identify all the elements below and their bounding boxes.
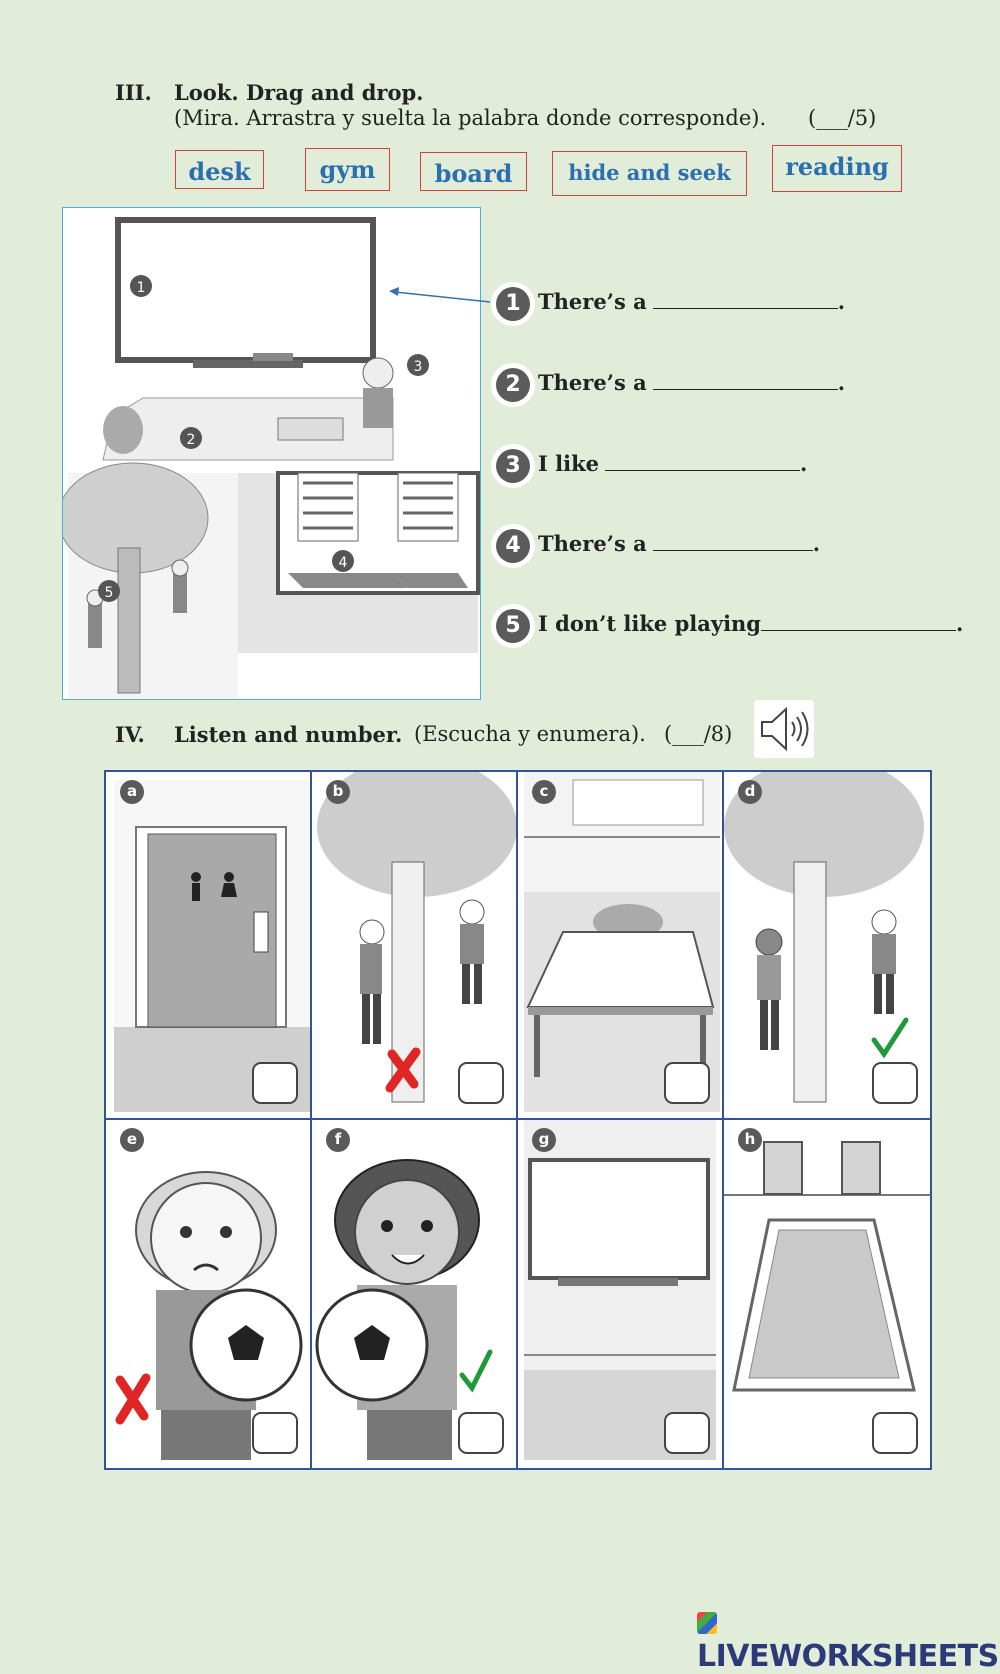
section-4-number: IV. bbox=[115, 722, 145, 747]
sentence-5-period: . bbox=[956, 611, 964, 636]
sentence-5-number: 5 bbox=[496, 609, 530, 643]
answer-box-b[interactable] bbox=[458, 1062, 504, 1104]
sentence-1-number: 1 bbox=[496, 287, 530, 321]
picture-d bbox=[724, 772, 930, 1120]
sentence-5-text: I don’t like playing bbox=[538, 611, 761, 636]
answer-box-f[interactable] bbox=[458, 1412, 504, 1454]
logo-mark-icon bbox=[697, 1612, 717, 1634]
picture-d-letter: d bbox=[738, 780, 762, 804]
sentence-2-number: 2 bbox=[496, 368, 530, 402]
picture-c-letter: c bbox=[532, 780, 556, 804]
section-4-title: Listen and number. bbox=[174, 722, 403, 747]
drop-target-2[interactable] bbox=[653, 367, 838, 390]
sentence-3-period: . bbox=[800, 451, 808, 476]
school-scene-drawing bbox=[63, 208, 481, 700]
sentence-2-text: There’s a bbox=[538, 370, 647, 395]
word-tile-gym[interactable]: gym bbox=[305, 148, 390, 191]
section-4-score: (___/8) bbox=[664, 722, 733, 746]
speaker-icon[interactable] bbox=[754, 700, 814, 758]
sentence-4-period: . bbox=[812, 531, 821, 556]
picture-a-letter: a bbox=[120, 780, 144, 804]
drop-target-3[interactable] bbox=[605, 448, 800, 471]
picture-g-letter: g bbox=[532, 1128, 556, 1152]
sentence-1-period: . bbox=[837, 289, 846, 314]
picture-g bbox=[518, 1120, 724, 1468]
answer-box-e[interactable] bbox=[252, 1412, 298, 1454]
sentence-1 bbox=[496, 286, 845, 321]
word-tile-hide-and-seek[interactable]: hide and seek bbox=[552, 151, 747, 196]
sentence-3 bbox=[496, 448, 807, 483]
drop-target-4[interactable] bbox=[653, 528, 813, 551]
sentence-1-text: There’s a bbox=[538, 289, 647, 314]
section-3-number: III. bbox=[115, 80, 152, 105]
sentence-4 bbox=[496, 528, 820, 563]
picture-c bbox=[518, 772, 724, 1120]
answer-box-h[interactable] bbox=[872, 1412, 918, 1454]
drop-target-5[interactable] bbox=[761, 608, 956, 631]
section-3-subtitle: (Mira. Arrastra y suelta la palabra donde corresponde). bbox=[174, 106, 767, 130]
sentence-3-text: I like bbox=[538, 451, 600, 476]
svg-text:2: 2 bbox=[186, 432, 196, 448]
sentence-2 bbox=[496, 367, 845, 402]
section-4-subtitle: (Escucha y enumera). bbox=[414, 722, 646, 746]
listening-picture-grid bbox=[104, 770, 932, 1470]
svg-text:3: 3 bbox=[413, 359, 423, 375]
sentence-5 bbox=[496, 608, 963, 643]
sentence-2-period: . bbox=[837, 370, 846, 395]
sentence-4-text: There’s a bbox=[538, 531, 647, 556]
svg-text:5: 5 bbox=[104, 585, 114, 601]
answer-box-c[interactable] bbox=[664, 1062, 710, 1104]
picture-f bbox=[312, 1120, 518, 1468]
word-tile-board[interactable]: board bbox=[420, 152, 527, 191]
picture-h bbox=[724, 1120, 930, 1468]
logo-text: LIVEWORKSHEETS bbox=[697, 1639, 999, 1674]
picture-h-letter: h bbox=[738, 1128, 762, 1152]
liveworksheets-logo bbox=[697, 1604, 1000, 1674]
sentence-3-number: 3 bbox=[496, 449, 530, 483]
answer-box-d[interactable] bbox=[872, 1062, 918, 1104]
word-tile-reading[interactable]: reading bbox=[772, 145, 902, 192]
drop-target-1[interactable] bbox=[653, 286, 838, 309]
picture-f-letter: f bbox=[326, 1128, 350, 1152]
picture-e bbox=[106, 1120, 312, 1468]
section-3-title: Look. Drag and drop. bbox=[174, 80, 424, 105]
school-scene-illustration bbox=[62, 207, 481, 700]
answer-box-a[interactable] bbox=[252, 1062, 298, 1104]
picture-b bbox=[312, 772, 518, 1120]
pointer-arrow bbox=[385, 284, 495, 308]
picture-a bbox=[106, 772, 312, 1120]
picture-e-letter: e bbox=[120, 1128, 144, 1152]
picture-b-letter: b bbox=[326, 780, 350, 804]
sentence-4-number: 4 bbox=[496, 529, 530, 563]
word-tile-desk[interactable]: desk bbox=[175, 150, 264, 189]
answer-box-g[interactable] bbox=[664, 1412, 710, 1454]
section-3-score: (___/5) bbox=[808, 106, 877, 130]
svg-text:4: 4 bbox=[338, 555, 348, 571]
svg-text:1: 1 bbox=[136, 280, 146, 296]
